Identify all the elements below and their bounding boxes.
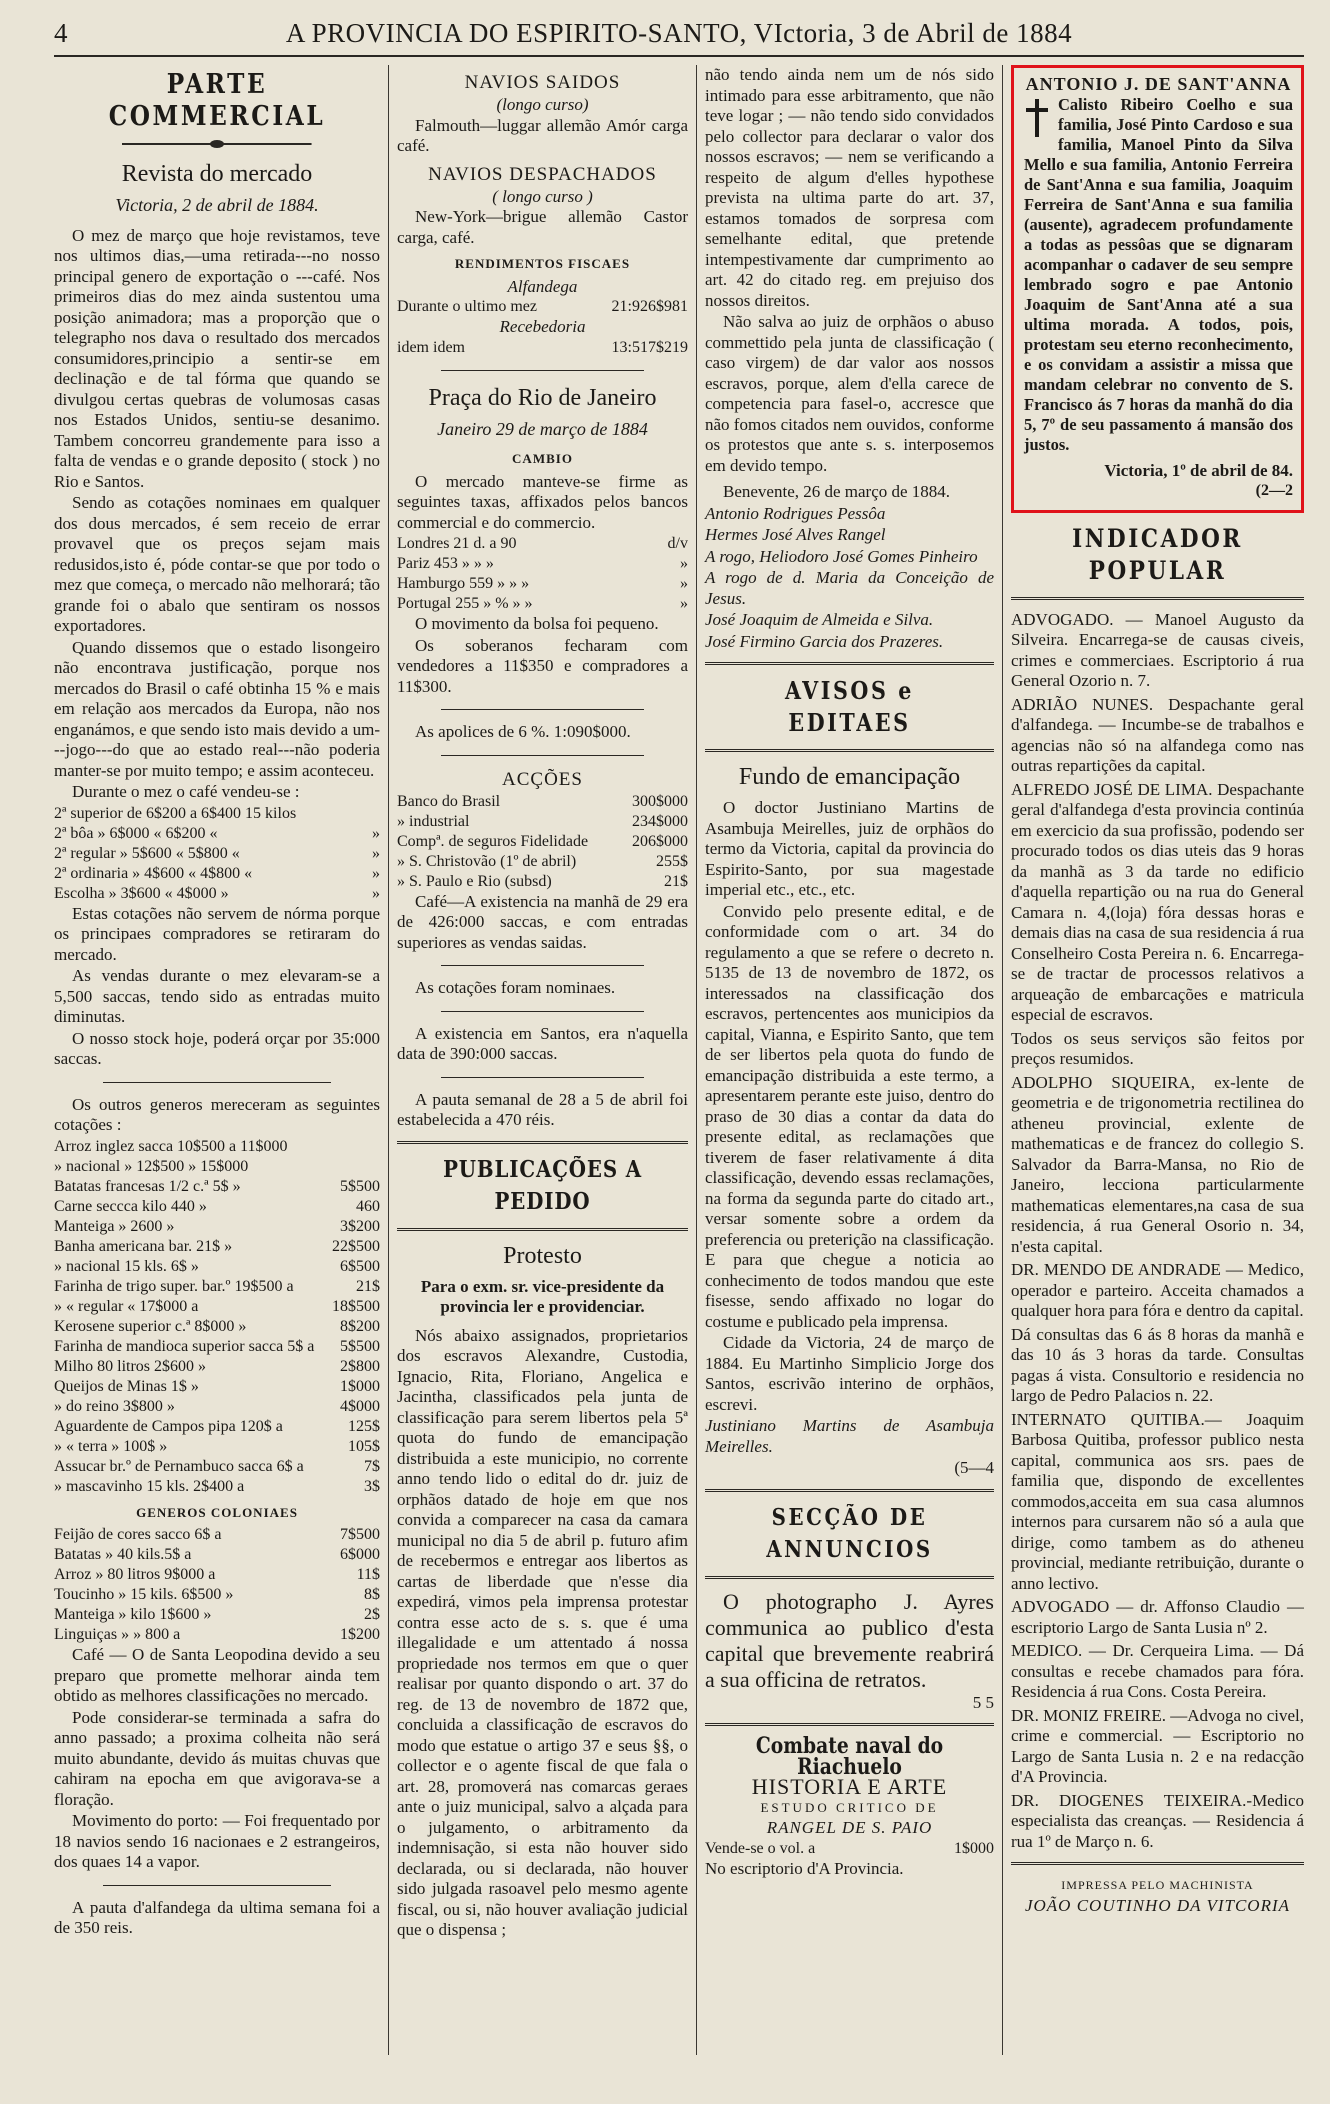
ad-reference: 5 5 [972, 1692, 994, 1712]
paragraph: Durante o mez o café vendeu-se : [72, 782, 300, 801]
ornament-rule [122, 139, 311, 149]
directory-entry: ADVOGADO — dr. Affonso Claudio — escriptorio Largo de Santa Lusia nº 2. [1011, 1597, 1304, 1637]
accoes-title: ACÇÕES [502, 768, 583, 790]
double-rule [1011, 1862, 1304, 1865]
table-row: » nacional » 12$500 » 15$000 [54, 1157, 249, 1175]
table-row: Arroz » 80 litros 9$000 a 11$ [54, 1566, 380, 1583]
paragraph: As cotações foram nominaes. [415, 978, 616, 997]
signature: Hermes José Alves Rangel [705, 525, 886, 544]
table-row: 2ª ordinaria » 4$600 « 4$800 « » [54, 864, 380, 882]
paragraph: Movimento do porto: — Foi frequentado por 18 navios sendo 16 nacionaes e 2 estrangeiros, dos quaes 14 a vapor. [54, 1811, 380, 1871]
divider [441, 1077, 645, 1078]
directory-entry: ADVOGADO. — Manoel Augusto da Silveira. Encarrega-se de causas civeis, crimes e commerciaes. Escriptorio á rua General Ozorio n. 7. [1011, 609, 1304, 690]
recebedoria-row: idem idem 13:517$219 [397, 338, 688, 356]
table-row: » S. Christovão (1º de abril) 255$ [397, 852, 688, 870]
table-row: » nacional 15 kls. 6$ » 6$500 [54, 1257, 380, 1275]
photographer-ad: O photographo J. Ayres communica ao publico d'esta capital que brevemente reabrirá a sua officina de retratos. [705, 1588, 994, 1692]
newspaper-title: A PROVINCIA DO ESPIRITO-SANTO, VIctoria, 3 de Abril de 1884 [285, 18, 1073, 48]
alfandega-row: Durante o ultimo mez 21:926$981 [397, 298, 688, 315]
protesto-subtitle: Para o exm. sr. vice-presidente da provincia ler e providenciar. [420, 1276, 665, 1316]
directory-entry: INTERNATO QUITIBA.— Joaquim Barbosa Quitiba, professor publico nesta capital, communica aos srs. paes de familia que, dispondo de excellentes commodos,acceita em sua casa alumnos internos para cursarem não só a aula que dirige, como tambem as do atheneu provincial, mediante retribuição, durante o anno lectivo. [1011, 1409, 1304, 1593]
book-ad-title: Combate naval do Riachuelo [755, 1733, 944, 1780]
alfandega-label: Alfandega [507, 276, 578, 296]
cambio-title: CAMBIO [512, 451, 573, 466]
table-row: Manteiga » kilo 1$600 » 2$ [54, 1606, 380, 1623]
table-row: » S. Paulo e Rio (subsd) 21$ [397, 872, 688, 890]
double-rule [705, 749, 994, 752]
table-row: Portugal 255 » % » » » [397, 595, 688, 612]
paragraph: As vendas durante o mez elevaram-se a 5,500 saccas, tendo sido as entradas muito diminutas. [54, 966, 380, 1026]
columns [54, 65, 1304, 2055]
column-3 [696, 65, 1002, 2055]
article-dateline: Victoria, 2 de abril de 1884. [115, 195, 319, 215]
directory-entry: DR. MONIZ FREIRE. —Advoga no civel, crime e commercial. — Escriptorio no Largo de Santa Lusia n. 2 e na redacção d'A Provincia. [1011, 1705, 1304, 1786]
table-row: » « terra » 100$ » 105$ [54, 1437, 380, 1455]
indicador-title: INDICADOR POPULAR [1072, 523, 1243, 585]
table-row: Milho 80 litros 2$600 » 2$800 [54, 1357, 380, 1375]
table-row: 2ª regular » 5$600 « 5$800 « » [54, 844, 380, 862]
table-row: Queijos de Minas 1$ » 1$000 [54, 1377, 380, 1395]
paragraph: Os outros generos mereceram as seguintes cotações : [54, 1094, 380, 1134]
paragraph: Café — O de Santa Leopodina devido a seu preparo que promette melhorar ainda tem obtido as melhores classificações no mercado. [54, 1645, 380, 1705]
paragraph: O nosso stock hoje, poderá orçar por 35:000 saccas. [54, 1028, 380, 1068]
directory-entry: DR. MENDO DE ANDRADE — Medico, operador e parteiro. Acceita chamados a qualquer hora para fóra e dentro da capital. [1011, 1260, 1304, 1320]
imprint-label: IMPRESSA PELO MACHINISTA [1061, 1878, 1254, 1892]
signature: A rogo de d. Maria da Conceição de Jesus. [705, 568, 994, 608]
divider [103, 1082, 331, 1083]
paragraph: O mez de março que hoje revistamos, teve nos ultimos dias,—uma retirada---no nosso principal genero de exportação o ---café. Nos primeiros dias do mez ainda sustentou uma posição animadora; mas a proporção que o telegrapho nos dava o resultado dos mercados consumidores,principio a sentir-se em declinação e de tal fórma que quando se divulgou certas quebras de volumosas casas nos Estados Unidos, sentiu-se desanimo. Tambem concorreu grandemente para isso a falta de vendas e o grande deposito ( stock ) no Rio e Santos. [54, 225, 380, 491]
paragraph: New-York—brigue allemão Castor carga, café. [397, 207, 688, 247]
generos-price-table [54, 1137, 380, 1497]
double-rule [705, 1489, 994, 1492]
paragraph: Convido pelo presente edital, e de conformidade com o art. 34 do regulamento a que se refere o decreto n. 5135 de 13 de novembro de 1872, os interessados na classificação dos escravos, pertencentes aos municipios da capital, Vianna, e Espirito Santo, que tem de ser libertos pela quota do fundo de emancipação distribuida a este termo, a apresentarem perante este juiso, dentro do praso de 30 dias a contar da data do presente edital, as reclamações que tiverem de faser relativamente á dita classificação, devendo essas reclamações, na forma da segunda parte do citado art., versar somente sobre a ordem da preferencia ou preterição na classificação. E para que chegue a noticia ao conhecimento de todos mandou que este fisesse, sendo affixado no logar do costume e publicado pela imprensa. [705, 901, 994, 1331]
annuncios-title: SECÇÃO DE ANNUNCIOS [766, 1503, 933, 1563]
table-row: Farinha de mandioca superior sacca 5$ a 5$500 [54, 1337, 380, 1355]
column-4 [1002, 65, 1304, 2055]
table-row: 2ª bôa » 6$000 « 6$200 « » [54, 824, 380, 842]
directory-entry: Dá consultas das 6 ás 8 horas da manhã e das 10 ás 3 horas da tarde. Consultas pagas á vista. Consultorio e residencia no largo de Pedro Palacios n. 22. [1011, 1324, 1304, 1405]
table-row: Linguiças » » 800 a 1$200 [54, 1626, 380, 1643]
avisos-title: AVISOS e EDITAES [785, 676, 914, 737]
obituary-name: ANTONIO J. DE SANT'ANNA [1025, 74, 1292, 94]
recebedoria-label: Recebedoria [499, 317, 586, 336]
table-row: Aguardente de Campos pipa 120$ a 125$ [54, 1417, 380, 1435]
table-row: Feijão de cores sacco 6$ a 7$500 [54, 1526, 380, 1543]
paragraph: Falmouth—luggar allemão Amór carga café. [397, 115, 688, 155]
divider [441, 709, 645, 710]
directory-entry: DR. DIOGENES TEIXEIRA.-Medico especialista das creanças. — Residencia á rua 1º de Março n. 6. [1011, 1790, 1304, 1851]
divider [441, 370, 645, 371]
table-row: Farinha de trigo super. bar.º 19$500 a 21$ [54, 1277, 380, 1295]
table-row: » « regular « 17$000 a 18$500 [54, 1297, 380, 1315]
signature: José Joaquim de Almeida e Silva. [705, 610, 934, 629]
rendimentos-title: RENDIMENTOS FISCAES [454, 256, 631, 271]
table-row: Arroz inglez sacca 10$500 a 11$000 [54, 1137, 288, 1155]
book-ad-subtitle: HISTORIA E ARTE [751, 1774, 948, 1799]
paragraph: Cidade da Victoria, 24 de março de 1884. Eu Martinho Simplicio Jorge dos Santos, escrivão interino de orphãos, escrevi. [705, 1333, 994, 1414]
table-row: Pariz 453 » » » » [397, 555, 688, 572]
paragraph: A pauta semanal de 28 a 5 de abril foi estabelecida a 470 réis. [397, 1089, 688, 1129]
book-ad-price: Vende-se o vol. a 1$000 [705, 1839, 994, 1857]
coloniaes-price-table [54, 1525, 380, 1645]
signature: A rogo, Heliodoro José Gomes Pinheiro [705, 546, 978, 566]
place-date: Benevente, 26 de março de 1884. [723, 482, 951, 501]
column-2 [388, 65, 696, 2055]
signature: José Firmino Garcia dos Prazeres. [705, 631, 944, 651]
obituary-place: Victoria, 1º de abril de 84. [1104, 460, 1293, 480]
directory-entry: ADOLPHO SIQUEIRA, ex-lente de geometria e de trigonometria rectilinea do atheneu provincial, exlente de mathematicas e de francez do collegio S. Salvador da Barra-Mansa, no Rio de Janeiro, lecciona particularmente mathematicas elementares,na casa de sua residencia, á rua General Osorio n. 34, n'esta capital. [1011, 1072, 1304, 1256]
ad-reference: (5—4 [954, 1458, 994, 1477]
double-rule [705, 1723, 994, 1726]
divider [441, 965, 645, 966]
page-number: 4 [54, 18, 68, 48]
protesto-title: Protesto [503, 1242, 582, 1269]
paragraph: Os soberanos fecharam com vendedores a 11$350 e compradores a 11$300. [397, 635, 688, 696]
publicacoes-title: PUBLICAÇÕES A PEDIDO [443, 1155, 642, 1215]
navios-despachados-subtitle: ( longo curso ) [492, 186, 593, 206]
paragraph: O doctor Justiniano Martins de Asambuja Meirelles, juiz de orphãos do termo da Victoria, capital da provincia do Espirito-Santo, por sua magestade imperial etc., etc., etc. [705, 798, 994, 899]
accoes-table [397, 792, 688, 892]
praca-title: Praça do Rio de Janeiro [428, 384, 657, 411]
cambio-table [397, 534, 688, 614]
paragraph: A existencia em Santos, era n'aquella data de 390:000 saccas. [397, 1023, 688, 1063]
table-row: 2ª superior de 6$200 a 6$400 15 kilos [54, 804, 297, 822]
paragraph: Quando dissemos que o estado lisongeiro não encontrava justificação, porque nos mercados do Brasil o café obtinha 15 % e mais em relação aos mercados da Europa, não nos enganámos, e que sendo isto mais devido a um---jogo---do que ao estado real---não poderia manter-se por muito tempo; e assim aconteceu. [54, 637, 380, 780]
directory-entry: ADRIÃO NUNES. Despachante geral d'alfandega. — Incumbe-se de trabalhos e agencias não só na alfandega como nas outras repartições da capital. [1011, 694, 1304, 775]
paragraph: Estas cotações não servem de nórma porque os principaes compradores se retiraram do mercado. [54, 903, 380, 964]
navios-saidos-subtitle: (longo curso) [496, 95, 589, 114]
coloniaes-title: GENEROS COLONIAES [136, 1504, 298, 1520]
table-row: » do reino 3$800 » 4$000 [54, 1397, 380, 1415]
double-rule [1011, 597, 1304, 600]
paragraph: não tendo ainda nem um de nós sido intimado para esse arbitramento, que não teve logar ; — não tendo sido convidados pelo collector para declarar o valor dos nossos escravos; — nem se verificando a respeito de algum d'elles hypothese prevista na ultima parte do art. 37, estamos tomados de sorpresa com semelhante edital, que pretende intempestivamente dar cumprimento ao art. 42 do citado reg. em prejuiso dos nossos direitos. [705, 65, 994, 310]
table-row: Manteiga » 2600 » 3$200 [54, 1217, 380, 1235]
paragraph: Nós abaixo assignados, proprietarios dos escravos Alexandre, Custodia, Ignacio, Rita, Floriano, Angelica e Jacintha, classificados pela junta de classificação para serem libertos pela 5ª quota do fundo de emancipação distribuida a este municipio, no corrente anno tendo lido o edital do dr. juiz de orphãos datado de hoje em que nos convida a comparecer na casa da camara municipal no dia 5 de abril p. futuro afim de recebermos e entregar aos libertos as cartas de liberdade que n'esse dia expedirá, vimos pela imprensa protestar contra esse acto de s. s. que é uma illegalidade e um attentado á nossa propriedade nos termos em que o quer realisar por quanto dispondo o art. 37 do reg. de 13 de novembro de 1872 que, concluida a classificação de escravos do modo que estatue o artigo 37 e seus §§, o collector e o agente fiscal de que fala o art. 28, promoverá nas comarcas geraes ante o juiz municipal, salvo a alçada para o julgamento, o arbitramento da indemnisação, si esta não houver sido declarada, ou si declarada, não houver sido julgada rasoavel pelo mesmo agente fiscal, ou si, não houver avaliação judicial que o dispensa ; [397, 1325, 688, 1939]
double-rule [705, 1576, 994, 1579]
table-row: Londres 21 d. a 90 d/v [397, 535, 688, 552]
praca-date: Janeiro 29 de março de 1884 [437, 418, 648, 439]
obituary-reference: (2—2 [1255, 482, 1293, 499]
directory-entry: Todos os seus serviços são feitos por preços resumidos. [1011, 1028, 1304, 1068]
directory-entry: MEDICO. — Dr. Cerqueira Lima. — Dá consultas e recebe chamados para fóra. Residencia á rua Cons. Costa Pereira. [1011, 1641, 1304, 1701]
masthead [54, 18, 1304, 57]
table-row: » mascavinho 15 kls. 2$400 a 3$ [54, 1477, 380, 1495]
table-row: Banha americana bar. 21$ » 22$500 [54, 1237, 380, 1255]
book-ad-where: No escriptorio d'A Provincia. [705, 1858, 904, 1878]
navios-saidos-title: NAVIOS SAIDOS [464, 72, 621, 93]
signature: Antonio Rodrigues Pessôa [705, 503, 886, 523]
divider [441, 1011, 645, 1012]
table-row: » industrial 234$000 [397, 812, 688, 830]
obituary-body: Calisto Ribeiro Coelho e sua familia, José Pinto Cardoso e sua familia, Manoel Pinto da Silva Mello e sua familia, Antonio Ferreira de Sant'Anna e sua familia, Joaquim Ferreira de Sant'Anna e sua familia (ausente), agradecem profundamente a todas as pessôas que se dignaram acompanhar o cadaver de seu sempre lembrado sogro e pae Antonio Joaquim de Sant'Anna até a sua ultima morada. A todos, pois, protestam seu eterno reconhecimento, e os convidam a assistir a missa que mandam celebrar no convento de S. Francisco ás 7 horas da manhã do dia 5, 7º de seu passamento á mansão dos justos. [1024, 94, 1293, 454]
book-ad-kicker: ESTUDO CRITICO DE [760, 1799, 939, 1815]
table-row: Hamburgo 559 » » » » [397, 575, 688, 592]
double-rule [397, 1141, 688, 1144]
navios-despachados-title: NAVIOS DESPACHADOS [428, 163, 657, 185]
printer-name: JOÃO COUTINHO DA VITCORIA [1024, 1895, 1291, 1915]
paragraph: As apolices de 6 %. 1:090$000. [415, 722, 631, 741]
paragraph: Sendo as cotações nominaes em qualquer dos dous mercados, é sem receio de errar provavel que os preços sejam mais redusidos,isto é, póde contar-se que por todo o mez que começa, o mercado não melhorará; tão grande foi o abalo que sentiram os nossos exportadores. [54, 493, 380, 635]
table-row: Banco do Brasil 300$000 [397, 792, 688, 810]
table-row: Assucar br.º de Pernambuco sacca 6$ a 7$ [54, 1457, 380, 1475]
section-title-commercial: PARTE COMMERCIAL [108, 69, 326, 132]
table-row: Carne seccca kilo 440 » 460 [54, 1197, 380, 1215]
table-row: Toucinho » 15 kils. 6$500 » 8$ [54, 1586, 380, 1603]
table-row: Compª. de seguros Fidelidade 206$000 [397, 832, 688, 850]
paragraph: O mercado manteve-se firme as seguintes taxas, affixados pelos bancos commercial e do commercio. [397, 471, 688, 532]
book-ad-author: RANGEL DE S. PAIO [766, 1818, 933, 1837]
double-rule [397, 1228, 688, 1231]
article-title-market: Revista do mercado [121, 161, 313, 187]
divider [103, 1885, 331, 1886]
paragraph: Não salva ao juiz de orphãos o abuso commettido pela junta de classificação ( caso virgem) de dar valor aos nossos escravos, porque, alem d'ella carece de competencia para fasel-o, accresce que não fomos citados nem ouvidos, conforme os protestos que ante s. s. interposemos em devido tempo. [705, 312, 994, 475]
paragraph: Pode considerar-se terminada a safra do anno passado; a proxima colheita não será muito abundante, devido ás muitas chuvas que cahiram na epocha em que avigorava-se a floração. [54, 1707, 380, 1809]
table-row: Batatas francesas 1/2 c.ª 5$ » 5$500 [54, 1177, 380, 1195]
cafe-price-table [54, 804, 380, 904]
directory-entry: ALFREDO JOSÉ DE LIMA. Despachante geral d'alfandega d'esta provincia continúa em exercicio da sua profissão, podendo ser procurado todos os dias uteis das 9 horas da manhã as 3 da tarde no edificio d'aquella repartição ou na rua do General Camara n. 4,(loja) fóra dessas horas e demais dias na casa de sua residencia á rua Conselheiro Costa Pereira n. 6. Encarrega-se de tractar de processos relativos a arqueação de embarcações e matricula especial de escravos. [1011, 779, 1304, 1024]
column-1 [54, 65, 388, 2055]
paragraph: O movimento da bolsa foi pequeno. [415, 614, 659, 633]
cross-icon [1024, 99, 1050, 137]
table-row: Escolha » 3$600 « 4$000 » » [54, 884, 380, 902]
signature: Justiniano Martins de Asambuja Meirelles. [705, 1416, 994, 1456]
double-rule [705, 662, 994, 665]
table-row: Batatas » 40 kils.5$ a 6$000 [54, 1546, 380, 1563]
table-row: Kerosene superior c.ª 8$000 » 8$200 [54, 1317, 380, 1335]
paragraph: Café—A existencia na manhã de 29 era de 426:000 saccas, e com entradas superiores as vendas saidas. [397, 891, 688, 952]
divider [441, 755, 645, 756]
obituary-notice [1011, 65, 1304, 513]
paragraph: A pauta d'alfandega da ultima semana foi a de 350 reis. [54, 1897, 380, 1937]
fundo-title: Fundo de emancipação [738, 764, 961, 790]
